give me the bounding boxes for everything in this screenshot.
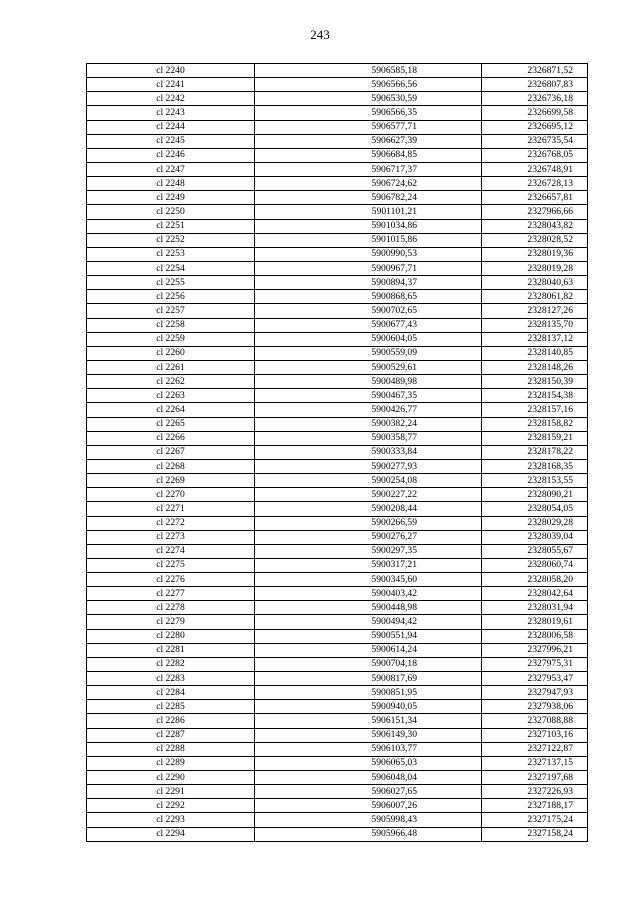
table-row — [87, 516, 588, 530]
point-id-cell: cl 2272 — [87, 516, 255, 530]
x-coordinate-cell: 5900317,21 — [255, 558, 482, 572]
y-coordinate-cell: 2328140,85 — [482, 346, 588, 360]
y-coordinate-cell: 2327197,68 — [482, 771, 588, 785]
y-coordinate-cell: 2328028,52 — [482, 233, 588, 247]
point-id-cell: cl 2280 — [87, 629, 255, 643]
table-row — [87, 785, 588, 799]
x-coordinate-cell: 5900227,22 — [255, 488, 482, 502]
y-coordinate-cell: 2327137,15 — [482, 756, 588, 770]
point-id-cell: cl 2286 — [87, 714, 255, 728]
x-coordinate-cell: 5900990,53 — [255, 247, 482, 261]
x-coordinate-cell: 5900614,24 — [255, 643, 482, 657]
point-id-cell: cl 2269 — [87, 474, 255, 488]
point-id-cell: cl 2245 — [87, 134, 255, 148]
point-id-cell: cl 2254 — [87, 261, 255, 275]
table-row — [87, 134, 588, 148]
table-row — [87, 148, 588, 162]
x-coordinate-cell: 5906627,39 — [255, 134, 482, 148]
table-row — [87, 276, 588, 290]
table-row — [87, 771, 588, 785]
table-row — [87, 742, 588, 756]
point-id-cell: cl 2287 — [87, 728, 255, 742]
y-coordinate-cell: 2328150,39 — [482, 375, 588, 389]
point-id-cell: cl 2250 — [87, 205, 255, 219]
y-coordinate-cell: 2328148,26 — [482, 360, 588, 374]
x-coordinate-cell: 5905966,48 — [255, 827, 482, 841]
y-coordinate-cell: 2328019,28 — [482, 261, 588, 275]
x-coordinate-cell: 5906027,65 — [255, 785, 482, 799]
y-coordinate-cell: 2328031,94 — [482, 601, 588, 615]
point-id-cell: cl 2278 — [87, 601, 255, 615]
y-coordinate-cell: 2326699,58 — [482, 106, 588, 120]
point-id-cell: cl 2271 — [87, 502, 255, 516]
point-id-cell: cl 2294 — [87, 827, 255, 841]
point-id-cell: cl 2261 — [87, 360, 255, 374]
y-coordinate-cell: 2328019,61 — [482, 615, 588, 629]
point-id-cell: cl 2253 — [87, 247, 255, 261]
table-row — [87, 714, 588, 728]
x-coordinate-cell: 5900448,98 — [255, 601, 482, 615]
y-coordinate-cell: 2327938,06 — [482, 700, 588, 714]
y-coordinate-cell: 2327088,88 — [482, 714, 588, 728]
point-id-cell: cl 2243 — [87, 106, 255, 120]
table-row — [87, 78, 588, 92]
table-row — [87, 332, 588, 346]
table-row — [87, 360, 588, 374]
table-row — [87, 318, 588, 332]
point-id-cell: cl 2282 — [87, 657, 255, 671]
point-id-cell: cl 2252 — [87, 233, 255, 247]
table-row — [87, 629, 588, 643]
table-row — [87, 672, 588, 686]
x-coordinate-cell: 5900967,71 — [255, 261, 482, 275]
y-coordinate-cell: 2328019,36 — [482, 247, 588, 261]
point-id-cell: cl 2247 — [87, 162, 255, 176]
point-id-cell: cl 2285 — [87, 700, 255, 714]
point-id-cell: cl 2251 — [87, 219, 255, 233]
x-coordinate-cell: 5900426,77 — [255, 403, 482, 417]
x-coordinate-cell: 5900333,84 — [255, 445, 482, 459]
y-coordinate-cell: 2328137,12 — [482, 332, 588, 346]
y-coordinate-cell: 2328158,82 — [482, 417, 588, 431]
point-id-cell: cl 2246 — [87, 148, 255, 162]
y-coordinate-cell: 2327103,16 — [482, 728, 588, 742]
y-coordinate-cell: 2326695,12 — [482, 120, 588, 134]
table-row — [87, 657, 588, 671]
x-coordinate-cell: 5906065,03 — [255, 756, 482, 770]
table-row — [87, 530, 588, 544]
table-row — [87, 827, 588, 841]
point-id-cell: cl 2283 — [87, 672, 255, 686]
y-coordinate-cell: 2326728,13 — [482, 177, 588, 191]
y-coordinate-cell: 2328154,38 — [482, 389, 588, 403]
table-row — [87, 573, 588, 587]
y-coordinate-cell: 2328153,55 — [482, 474, 588, 488]
point-id-cell: cl 2258 — [87, 318, 255, 332]
y-coordinate-cell: 2327122,87 — [482, 742, 588, 756]
point-id-cell: cl 2267 — [87, 445, 255, 459]
y-coordinate-cell: 2328178,22 — [482, 445, 588, 459]
table-row — [87, 64, 588, 78]
table-row — [87, 558, 588, 572]
point-id-cell: cl 2290 — [87, 771, 255, 785]
table-row — [87, 686, 588, 700]
point-id-cell: cl 2274 — [87, 544, 255, 558]
x-coordinate-cell: 5906151,34 — [255, 714, 482, 728]
y-coordinate-cell: 2327158,24 — [482, 827, 588, 841]
point-id-cell: cl 2240 — [87, 64, 255, 78]
table-row — [87, 219, 588, 233]
x-coordinate-cell: 5900868,65 — [255, 290, 482, 304]
point-id-cell: cl 2248 — [87, 177, 255, 191]
y-coordinate-cell: 2328090,21 — [482, 488, 588, 502]
x-coordinate-cell: 5900551,94 — [255, 629, 482, 643]
page-number: 243 — [310, 27, 330, 42]
y-coordinate-cell: 2326736,18 — [482, 92, 588, 106]
x-coordinate-cell: 5900702,65 — [255, 304, 482, 318]
table-row — [87, 756, 588, 770]
point-id-cell: cl 2268 — [87, 459, 255, 473]
x-coordinate-cell: 5900529,61 — [255, 360, 482, 374]
table-row — [87, 261, 588, 275]
x-coordinate-cell: 5900494,42 — [255, 615, 482, 629]
x-coordinate-cell: 5900358,77 — [255, 431, 482, 445]
x-coordinate-cell: 5900604,05 — [255, 332, 482, 346]
y-coordinate-cell: 2328006,58 — [482, 629, 588, 643]
table-row — [87, 615, 588, 629]
coordinates-table-body — [87, 64, 588, 842]
table-row — [87, 247, 588, 261]
x-coordinate-cell: 5906782,24 — [255, 191, 482, 205]
table-row — [87, 162, 588, 176]
point-id-cell: cl 2256 — [87, 290, 255, 304]
y-coordinate-cell: 2327188,17 — [482, 799, 588, 813]
point-id-cell: cl 2262 — [87, 375, 255, 389]
x-coordinate-cell: 5900467,35 — [255, 389, 482, 403]
x-coordinate-cell: 5900677,43 — [255, 318, 482, 332]
x-coordinate-cell: 5900851,95 — [255, 686, 482, 700]
y-coordinate-cell: 2327175,24 — [482, 813, 588, 827]
point-id-cell: cl 2264 — [87, 403, 255, 417]
point-id-cell: cl 2277 — [87, 587, 255, 601]
x-coordinate-cell: 5900817,69 — [255, 672, 482, 686]
point-id-cell: cl 2255 — [87, 276, 255, 290]
x-coordinate-cell: 5900297,35 — [255, 544, 482, 558]
y-coordinate-cell: 2326748,91 — [482, 162, 588, 176]
table-row — [87, 205, 588, 219]
table-row — [87, 177, 588, 191]
table-row — [87, 445, 588, 459]
point-id-cell: cl 2289 — [87, 756, 255, 770]
x-coordinate-cell: 5906530,59 — [255, 92, 482, 106]
y-coordinate-cell: 2328029,28 — [482, 516, 588, 530]
x-coordinate-cell: 5900266,59 — [255, 516, 482, 530]
table-row — [87, 233, 588, 247]
point-id-cell: cl 2292 — [87, 799, 255, 813]
y-coordinate-cell: 2328060,74 — [482, 558, 588, 572]
x-coordinate-cell: 5906149,30 — [255, 728, 482, 742]
x-coordinate-cell: 5906103,77 — [255, 742, 482, 756]
y-coordinate-cell: 2328168,35 — [482, 459, 588, 473]
coordinates-table — [86, 63, 588, 842]
x-coordinate-cell: 5900940,05 — [255, 700, 482, 714]
y-coordinate-cell: 2328055,67 — [482, 544, 588, 558]
point-id-cell: cl 2279 — [87, 615, 255, 629]
point-id-cell: cl 2273 — [87, 530, 255, 544]
x-coordinate-cell: 5900345,60 — [255, 573, 482, 587]
x-coordinate-cell: 5900403,42 — [255, 587, 482, 601]
table-row — [87, 389, 588, 403]
x-coordinate-cell: 5906717,37 — [255, 162, 482, 176]
table-row — [87, 700, 588, 714]
x-coordinate-cell: 5906724,62 — [255, 177, 482, 191]
point-id-cell: cl 2259 — [87, 332, 255, 346]
point-id-cell: cl 2275 — [87, 558, 255, 572]
x-coordinate-cell: 5900559,09 — [255, 346, 482, 360]
table-row — [87, 290, 588, 304]
y-coordinate-cell: 2328058,20 — [482, 573, 588, 587]
point-id-cell: cl 2241 — [87, 78, 255, 92]
x-coordinate-cell: 5905998,43 — [255, 813, 482, 827]
y-coordinate-cell: 2327953,47 — [482, 672, 588, 686]
point-id-cell: cl 2284 — [87, 686, 255, 700]
x-coordinate-cell: 5901034,86 — [255, 219, 482, 233]
y-coordinate-cell: 2328157,16 — [482, 403, 588, 417]
table-row — [87, 544, 588, 558]
y-coordinate-cell: 2328159,21 — [482, 431, 588, 445]
table-row — [87, 459, 588, 473]
table-row — [87, 587, 588, 601]
point-id-cell: cl 2244 — [87, 120, 255, 134]
point-id-cell: cl 2293 — [87, 813, 255, 827]
y-coordinate-cell: 2326871,52 — [482, 64, 588, 78]
table-row — [87, 431, 588, 445]
point-id-cell: cl 2265 — [87, 417, 255, 431]
point-id-cell: cl 2288 — [87, 742, 255, 756]
table-row — [87, 191, 588, 205]
y-coordinate-cell: 2326768,05 — [482, 148, 588, 162]
y-coordinate-cell: 2328061,82 — [482, 290, 588, 304]
x-coordinate-cell: 5900208,44 — [255, 502, 482, 516]
point-id-cell: cl 2270 — [87, 488, 255, 502]
point-id-cell: cl 2291 — [87, 785, 255, 799]
table-row — [87, 120, 588, 134]
x-coordinate-cell: 5906566,56 — [255, 78, 482, 92]
x-coordinate-cell: 5906048,04 — [255, 771, 482, 785]
x-coordinate-cell: 5906585,18 — [255, 64, 482, 78]
table-row — [87, 106, 588, 120]
y-coordinate-cell: 2328043,82 — [482, 219, 588, 233]
y-coordinate-cell: 2328054,05 — [482, 502, 588, 516]
table-row — [87, 799, 588, 813]
point-id-cell: cl 2263 — [87, 389, 255, 403]
table-row — [87, 728, 588, 742]
table-row — [87, 304, 588, 318]
y-coordinate-cell: 2328135,70 — [482, 318, 588, 332]
x-coordinate-cell: 5900276,27 — [255, 530, 482, 544]
y-coordinate-cell: 2327975,31 — [482, 657, 588, 671]
table-row — [87, 643, 588, 657]
y-coordinate-cell: 2328039,04 — [482, 530, 588, 544]
point-id-cell: cl 2260 — [87, 346, 255, 360]
point-id-cell: cl 2266 — [87, 431, 255, 445]
x-coordinate-cell: 5900489,98 — [255, 375, 482, 389]
y-coordinate-cell: 2327996,21 — [482, 643, 588, 657]
point-id-cell: cl 2257 — [87, 304, 255, 318]
x-coordinate-cell: 5901015,86 — [255, 233, 482, 247]
table-row — [87, 502, 588, 516]
x-coordinate-cell: 5906577,71 — [255, 120, 482, 134]
table-row — [87, 813, 588, 827]
y-coordinate-cell: 2326735,54 — [482, 134, 588, 148]
x-coordinate-cell: 5901101,21 — [255, 205, 482, 219]
x-coordinate-cell: 5900382,24 — [255, 417, 482, 431]
table-row — [87, 474, 588, 488]
x-coordinate-cell: 5906684,85 — [255, 148, 482, 162]
y-coordinate-cell: 2328127,26 — [482, 304, 588, 318]
table-row — [87, 488, 588, 502]
table-row — [87, 375, 588, 389]
x-coordinate-cell: 5900704,18 — [255, 657, 482, 671]
x-coordinate-cell: 5900894,37 — [255, 276, 482, 290]
x-coordinate-cell: 5906007,26 — [255, 799, 482, 813]
table-row — [87, 417, 588, 431]
y-coordinate-cell: 2327966,66 — [482, 205, 588, 219]
point-id-cell: cl 2242 — [87, 92, 255, 106]
y-coordinate-cell: 2327226,93 — [482, 785, 588, 799]
y-coordinate-cell: 2326807,83 — [482, 78, 588, 92]
y-coordinate-cell: 2326657,81 — [482, 191, 588, 205]
y-coordinate-cell: 2327947,93 — [482, 686, 588, 700]
point-id-cell: cl 2276 — [87, 573, 255, 587]
table-row — [87, 346, 588, 360]
table-row — [87, 601, 588, 615]
point-id-cell: cl 2249 — [87, 191, 255, 205]
x-coordinate-cell: 5900277,93 — [255, 459, 482, 473]
x-coordinate-cell: 5906566,35 — [255, 106, 482, 120]
point-id-cell: cl 2281 — [87, 643, 255, 657]
table-row — [87, 92, 588, 106]
y-coordinate-cell: 2328040,63 — [482, 276, 588, 290]
x-coordinate-cell: 5900254,08 — [255, 474, 482, 488]
table-row — [87, 403, 588, 417]
y-coordinate-cell: 2328042,64 — [482, 587, 588, 601]
